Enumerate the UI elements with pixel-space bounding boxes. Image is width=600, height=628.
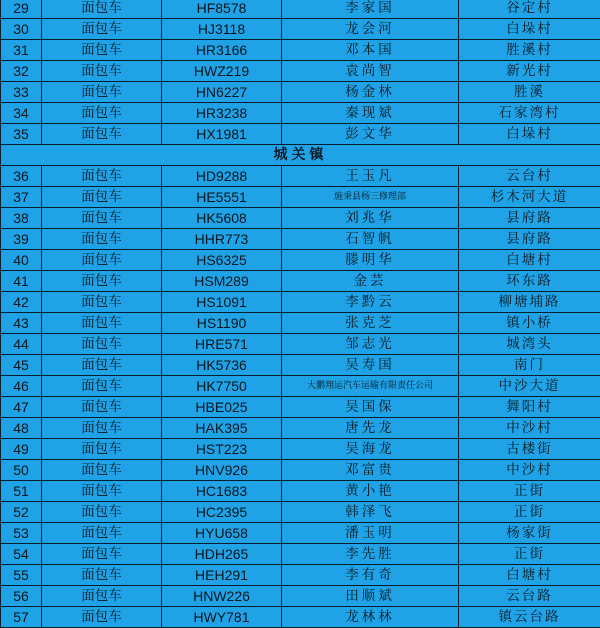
table-row	[1, 271, 600, 292]
vehicle-type-cell: 面包车	[42, 61, 162, 82]
plate-number-cell: HF8578	[162, 0, 282, 19]
owner-name-cell: 黄小艳	[282, 481, 459, 502]
table-row	[1, 460, 600, 481]
address-cell: 镇云台路	[459, 607, 600, 628]
owner-name-cell: 秦现斌	[282, 103, 459, 124]
plate-number-cell: HE5551	[162, 187, 282, 208]
address-cell: 柳塘埔路	[459, 292, 600, 313]
address-cell: 云台村	[459, 166, 600, 187]
table-row	[1, 0, 600, 19]
owner-name-cell: 施秉县杨三修理部	[282, 187, 459, 208]
plate-number-cell: HR3166	[162, 40, 282, 61]
table-row	[1, 19, 600, 40]
vehicle-type-cell: 面包车	[42, 586, 162, 607]
plate-number-cell: HS6325	[162, 250, 282, 271]
vehicle-type-cell: 面包车	[42, 292, 162, 313]
table-row	[1, 229, 600, 250]
plate-number-cell: HS1190	[162, 313, 282, 334]
plate-number-cell: HS1091	[162, 292, 282, 313]
plate-number-cell: HR3238	[162, 103, 282, 124]
plate-number-cell: HAK395	[162, 418, 282, 439]
vehicle-type-cell: 面包车	[42, 187, 162, 208]
vehicle-type-cell: 面包车	[42, 355, 162, 376]
vehicle-type-cell: 面包车	[42, 565, 162, 586]
owner-name-cell: 吴寿国	[282, 355, 459, 376]
row-number-cell: 41	[1, 271, 42, 292]
vehicle-type-cell: 面包车	[42, 103, 162, 124]
owner-name-cell: 李有奇	[282, 565, 459, 586]
address-cell: 正街	[459, 544, 600, 565]
vehicle-type-cell: 面包车	[42, 439, 162, 460]
address-cell: 白塘村	[459, 565, 600, 586]
section-header-group	[1, 145, 600, 166]
owner-name-cell: 石智帆	[282, 229, 459, 250]
address-cell: 舞阳村	[459, 397, 600, 418]
owner-name-cell: 潘玉明	[282, 523, 459, 544]
plate-number-cell: HK5736	[162, 355, 282, 376]
plate-number-cell: HHR773	[162, 229, 282, 250]
plate-number-cell: HWY781	[162, 607, 282, 628]
vehicle-type-cell: 面包车	[42, 376, 162, 397]
table-row	[1, 607, 600, 628]
table-row	[1, 544, 600, 565]
owner-name-cell: 龙林林	[282, 607, 459, 628]
row-number-cell: 47	[1, 397, 42, 418]
table-row	[1, 523, 600, 544]
owner-name-cell: 龙会河	[282, 19, 459, 40]
plate-number-cell: HWZ219	[162, 61, 282, 82]
row-number-cell: 40	[1, 250, 42, 271]
vehicle-type-cell: 面包车	[42, 250, 162, 271]
address-cell: 正街	[459, 481, 600, 502]
row-number-cell: 50	[1, 460, 42, 481]
address-cell: 城湾头	[459, 334, 600, 355]
plate-number-cell: HST223	[162, 439, 282, 460]
row-number-cell: 34	[1, 103, 42, 124]
table-row	[1, 355, 600, 376]
plate-number-cell: HSM289	[162, 271, 282, 292]
row-number-cell: 57	[1, 607, 42, 628]
row-number-cell: 32	[1, 61, 42, 82]
table-row	[1, 292, 600, 313]
row-number-cell: 38	[1, 208, 42, 229]
vehicle-type-cell: 面包车	[42, 460, 162, 481]
address-cell: 古楼街	[459, 439, 600, 460]
owner-name-cell: 李家国	[282, 0, 459, 19]
plate-number-cell: HBE025	[162, 397, 282, 418]
table-row	[1, 208, 600, 229]
vehicle-type-cell: 面包车	[42, 208, 162, 229]
address-cell: 石家湾村	[459, 103, 600, 124]
owner-name-cell: 邓富贵	[282, 460, 459, 481]
vehicle-type-cell: 面包车	[42, 607, 162, 628]
vehicle-type-cell: 面包车	[42, 40, 162, 61]
row-number-cell: 48	[1, 418, 42, 439]
address-cell: 白垛村	[459, 19, 600, 40]
address-cell: 南门	[459, 355, 600, 376]
address-cell: 白塘村	[459, 250, 600, 271]
address-cell: 中沙村	[459, 418, 600, 439]
vehicle-type-cell: 面包车	[42, 334, 162, 355]
plate-number-cell: HK5608	[162, 208, 282, 229]
vehicle-type-cell: 面包车	[42, 523, 162, 544]
table-row	[1, 103, 600, 124]
table-row	[1, 397, 600, 418]
owner-name-cell: 刘兆华	[282, 208, 459, 229]
vehicle-type-cell: 面包车	[42, 418, 162, 439]
vehicle-type-cell: 面包车	[42, 313, 162, 334]
table-row	[1, 481, 600, 502]
address-cell: 县府路	[459, 208, 600, 229]
plate-number-cell: HYU658	[162, 523, 282, 544]
vehicle-type-cell: 面包车	[42, 271, 162, 292]
owner-name-cell: 张克芝	[282, 313, 459, 334]
row-number-cell: 29	[1, 0, 42, 19]
address-cell: 中沙大道	[459, 376, 600, 397]
vehicle-type-cell: 面包车	[42, 166, 162, 187]
plate-number-cell: HDH265	[162, 544, 282, 565]
row-number-cell: 33	[1, 82, 42, 103]
row-number-cell: 53	[1, 523, 42, 544]
vehicle-type-cell: 面包车	[42, 544, 162, 565]
plate-number-cell: HEH291	[162, 565, 282, 586]
plate-number-cell: HJ3118	[162, 19, 282, 40]
table-row	[1, 40, 600, 61]
plate-number-cell: HNW226	[162, 586, 282, 607]
table-row	[1, 250, 600, 271]
address-cell: 云台路	[459, 586, 600, 607]
plate-number-cell: HRE571	[162, 334, 282, 355]
table-body-after	[1, 166, 600, 628]
plate-number-cell: HD9288	[162, 166, 282, 187]
address-cell: 胜溪	[459, 82, 600, 103]
table-row	[1, 502, 600, 523]
plate-number-cell: HC1683	[162, 481, 282, 502]
owner-name-cell: 唐先龙	[282, 418, 459, 439]
table-row	[1, 376, 600, 397]
row-number-cell: 49	[1, 439, 42, 460]
table-row	[1, 313, 600, 334]
row-number-cell: 55	[1, 565, 42, 586]
owner-name-cell: 吴国保	[282, 397, 459, 418]
address-cell: 镇小桥	[459, 313, 600, 334]
table-row	[1, 439, 600, 460]
table-row	[1, 61, 600, 82]
row-number-cell: 30	[1, 19, 42, 40]
owner-name-cell: 韩泽飞	[282, 502, 459, 523]
row-number-cell: 39	[1, 229, 42, 250]
plate-number-cell: HNV926	[162, 460, 282, 481]
owner-name-cell: 袁尚智	[282, 61, 459, 82]
row-number-cell: 54	[1, 544, 42, 565]
owner-name-cell: 大鹏翔运汽车运输有限责任公司	[282, 376, 459, 397]
address-cell: 环东路	[459, 271, 600, 292]
table-row	[1, 187, 600, 208]
owner-name-cell: 李先胜	[282, 544, 459, 565]
row-number-cell: 46	[1, 376, 42, 397]
section-header-row	[1, 145, 600, 166]
owner-name-cell: 田顺斌	[282, 586, 459, 607]
address-cell: 胜溪村	[459, 40, 600, 61]
plate-number-cell: HK7750	[162, 376, 282, 397]
row-number-cell: 36	[1, 166, 42, 187]
owner-name-cell: 李黔云	[282, 292, 459, 313]
row-number-cell: 35	[1, 124, 42, 145]
table-row	[1, 565, 600, 586]
vehicle-type-cell: 面包车	[42, 82, 162, 103]
table-row	[1, 166, 600, 187]
vehicle-type-cell: 面包车	[42, 229, 162, 250]
owner-name-cell: 邹志光	[282, 334, 459, 355]
row-number-cell: 56	[1, 586, 42, 607]
row-number-cell: 43	[1, 313, 42, 334]
row-number-cell: 42	[1, 292, 42, 313]
owner-name-cell: 滕明华	[282, 250, 459, 271]
table-row	[1, 418, 600, 439]
plate-number-cell: HX1981	[162, 124, 282, 145]
table-body-before	[1, 0, 600, 145]
address-cell: 杉木河大道	[459, 187, 600, 208]
row-number-cell: 37	[1, 187, 42, 208]
address-cell: 白垛村	[459, 124, 600, 145]
row-number-cell: 31	[1, 40, 42, 61]
table-row	[1, 586, 600, 607]
table-row	[1, 334, 600, 355]
row-number-cell: 51	[1, 481, 42, 502]
vehicle-type-cell: 面包车	[42, 397, 162, 418]
plate-number-cell: HN6227	[162, 82, 282, 103]
address-cell: 中沙村	[459, 460, 600, 481]
vehicle-type-cell: 面包车	[42, 0, 162, 19]
owner-name-cell: 邓本国	[282, 40, 459, 61]
row-number-cell: 45	[1, 355, 42, 376]
owner-name-cell: 杨金林	[282, 82, 459, 103]
table-row	[1, 82, 600, 103]
vehicle-type-cell: 面包车	[42, 481, 162, 502]
address-cell: 正街	[459, 502, 600, 523]
plate-number-cell: HC2395	[162, 502, 282, 523]
vehicle-type-cell: 面包车	[42, 502, 162, 523]
owner-name-cell: 金芸	[282, 271, 459, 292]
address-cell: 杨家街	[459, 523, 600, 544]
vehicle-type-cell: 面包车	[42, 19, 162, 40]
row-number-cell: 44	[1, 334, 42, 355]
address-cell: 谷定村	[459, 0, 600, 19]
owner-name-cell: 吴海龙	[282, 439, 459, 460]
owner-name-cell: 彭文华	[282, 124, 459, 145]
table-row	[1, 124, 600, 145]
address-cell: 新光村	[459, 61, 600, 82]
section-title: 城关镇	[1, 145, 600, 166]
address-cell: 县府路	[459, 229, 600, 250]
row-number-cell: 52	[1, 502, 42, 523]
vehicle-type-cell: 面包车	[42, 124, 162, 145]
owner-name-cell: 王玉凡	[282, 166, 459, 187]
